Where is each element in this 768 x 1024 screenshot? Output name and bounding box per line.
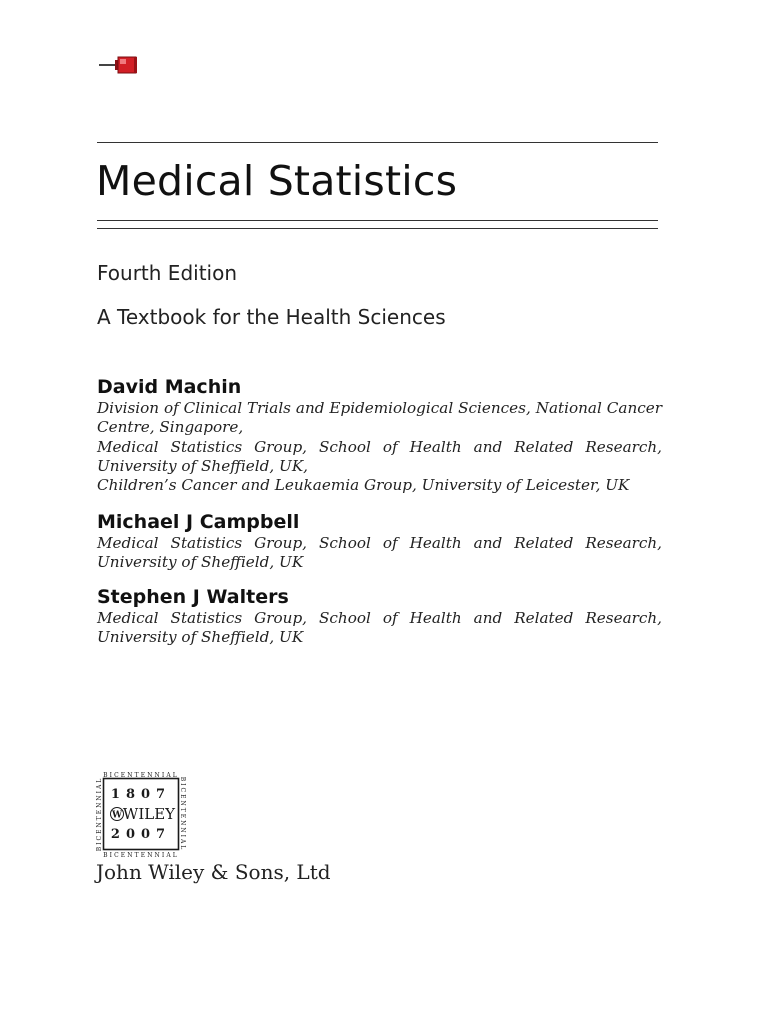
author-name: David Machin [97,376,242,398]
affiliation-line: Children’s Cancer and Leukaemia Group, University of Leicester, UK [97,476,630,495]
affiliation-line: Medical Statistics Group, School of Health and Related Research, University of Sheffield, UK [97,534,662,572]
author-name: Michael J Campbell [97,511,300,533]
author-name: Stephen J Walters [97,586,289,608]
svg-text:W: W [111,810,123,821]
book-title: Medical Statistics [96,157,458,205]
edition: Fourth Edition [97,261,237,285]
logo-year-top: 1807 [110,787,172,802]
title-rule-1 [97,220,658,221]
subtitle: A Textbook for the Health Sciences [97,305,446,329]
logo-border-text-bottom: BICENTENNIAL [103,852,179,858]
author-affiliation [97,609,662,648]
author-block [97,511,662,573]
logo-border-text-left: BICENTENNIAL [96,776,103,852]
logo-year-bottom: 2007 [110,827,172,842]
publisher: John Wiley & Sons, Ltd [96,860,331,884]
wiley-bicentennial-logo [95,770,187,858]
logo-brand: WILEY [122,805,176,823]
author-block [97,586,662,648]
top-rule [97,142,658,143]
author-affiliation [97,399,662,495]
author-affiliation [97,534,662,573]
title-rule-2 [97,228,658,229]
logo-border-text-right: BICENTENNIAL [179,776,186,852]
affiliation-line: Division of Clinical Trials and Epidemiological Sciences, National Cancer Centre, Singapore, [97,399,662,437]
affiliation-line: Medical Statistics Group, School of Health and Related Research, University of Sheffield, UK [97,609,662,647]
author-block [97,376,662,495]
pushpin-icon [98,54,140,76]
logo-border-text-top: BICENTENNIAL [103,772,179,779]
affiliation-line: Medical Statistics Group, School of Health and Related Research, University of Sheffield, UK, [97,437,662,475]
